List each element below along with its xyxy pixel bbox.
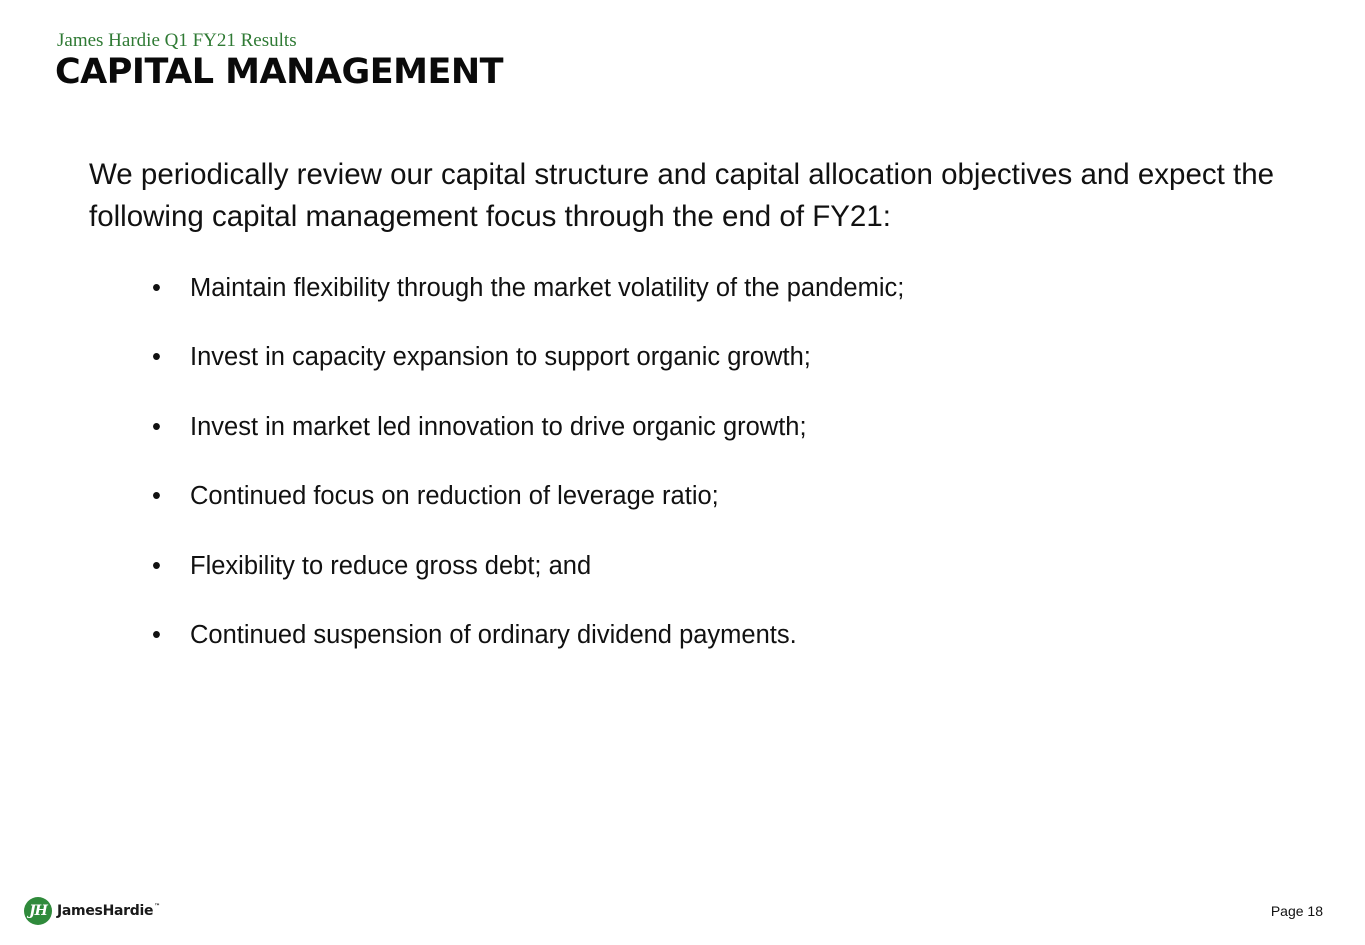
bullet-text: Continued focus on reduction of leverage ratio; [190,482,719,511]
bullet-icon: • [152,551,161,580]
trademark-symbol: ™ [154,903,160,910]
logo-wordmark [57,903,160,919]
bullet-icon: • [152,482,161,511]
logo-text: JamesHardie [57,903,154,919]
list-item [152,546,904,615]
bullet-icon: • [152,412,161,441]
bullet-text: Maintain flexibility through the market volatility of the pandemic; [190,274,905,302]
list-item [152,476,904,545]
bullet-icon: • [152,620,161,649]
intro-paragraph: We periodically review our capital structure and capital allocation objectives and expect the following capital management focus through the end of FY21: [89,158,1275,233]
bullet-text: Flexibility to reduce gross debt; and [190,551,592,580]
bullet-icon: • [152,343,161,372]
bullet-text: Invest in capacity expansion to support organic growth; [190,343,811,372]
bullet-icon: • [152,274,161,302]
bullet-list [152,268,904,684]
list-item [152,268,904,337]
list-item [152,615,904,684]
bullet-text: Continued suspension of ordinary dividend payments. [190,620,797,649]
presentation-subtitle: James Hardie Q1 FY21 Results [57,30,297,51]
james-hardie-logo-icon: JH [24,897,52,925]
page-title: CAPITAL MANAGEMENT [55,52,504,92]
company-logo [24,896,160,926]
list-item [152,337,904,406]
list-item [152,407,904,476]
bullet-text: Invest in market led innovation to drive organic growth; [190,412,807,441]
page-number: Page 18 [1270,903,1323,919]
